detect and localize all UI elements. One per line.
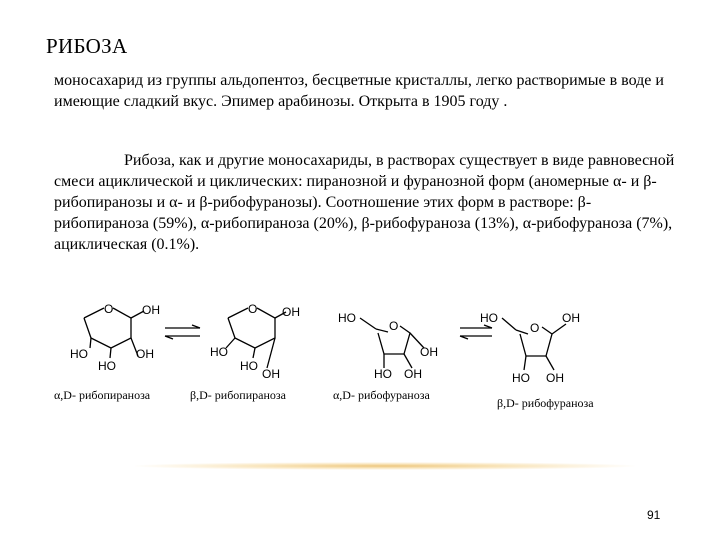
ribose-structures-diagram	[40, 296, 640, 391]
caption-beta-ribofuranose: β,D- рибофураноза	[497, 396, 594, 410]
alpha-pyranose-oh-label: OH	[136, 347, 154, 361]
decorative-divider	[135, 462, 635, 470]
alpha-furanose-ring-oxygen: O	[389, 319, 399, 333]
beta-furanose-oh-label: OH	[562, 311, 580, 325]
alpha-furanose-oh-label: OH	[420, 345, 438, 359]
beta-furanose-ho-label: HO	[512, 371, 530, 385]
beta-pyranose-oh-label: OH	[282, 305, 300, 319]
beta-furanose-oh-label: OH	[546, 371, 564, 385]
alpha-pyranose-ho-label: HO	[70, 347, 88, 361]
ribose-definition-paragraph: моносахарид из группы альдопентоз, бесцветные кристаллы, легко растворимые в воде и имеющие сладкий вкус. Эпимер арабинозы. Открыта в 1905 году .	[54, 72, 664, 110]
alpha-pyranose-oh-label: OH	[142, 303, 160, 317]
beta-furanose-ho-label: HO	[480, 311, 498, 325]
caption-beta-ribopyranose: β,D- рибопираноза	[190, 388, 286, 402]
caption-alpha-ribopyranose: α,D- рибопираноза	[54, 388, 151, 402]
caption-alpha-ribofuranose: α,D- рибофураноза	[333, 388, 430, 402]
beta-pyranose-ho-label: HO	[210, 345, 228, 359]
alpha-pyranose-ho-label: HO	[98, 359, 116, 373]
slide-title: РИБОЗА	[46, 34, 128, 58]
alpha-pyranose-ring-oxygen: O	[104, 302, 114, 316]
page-number: 91	[647, 508, 661, 522]
alpha-furanose-oh-label: OH	[404, 367, 422, 381]
beta-pyranose-oh-label: OH	[262, 367, 280, 381]
beta-furanose-ring-oxygen: O	[530, 321, 540, 335]
alpha-furanose-ho-label: HO	[338, 311, 356, 325]
beta-pyranose-ring-oxygen: O	[248, 302, 258, 316]
alpha-furanose-ho-label: HO	[374, 367, 392, 381]
ribose-forms-text: Рибоза, как и другие моносахариды, в растворах существует в виде равновесной смеси ациклической и циклических: пиранозной и фуранозной форм (аномерные α- и β-рибопиранозы и α- и β-рибофуранозы). Соотношение этих форм в растворе: β-рибопираноза (59%), α-рибопираноза (20%), β-рибофураноза (13%), α-рибофураноза (7%), ациклическая (0.1%).	[54, 152, 675, 253]
ribose-forms-paragraph	[54, 150, 676, 255]
beta-pyranose-ho-label: HO	[240, 359, 258, 373]
